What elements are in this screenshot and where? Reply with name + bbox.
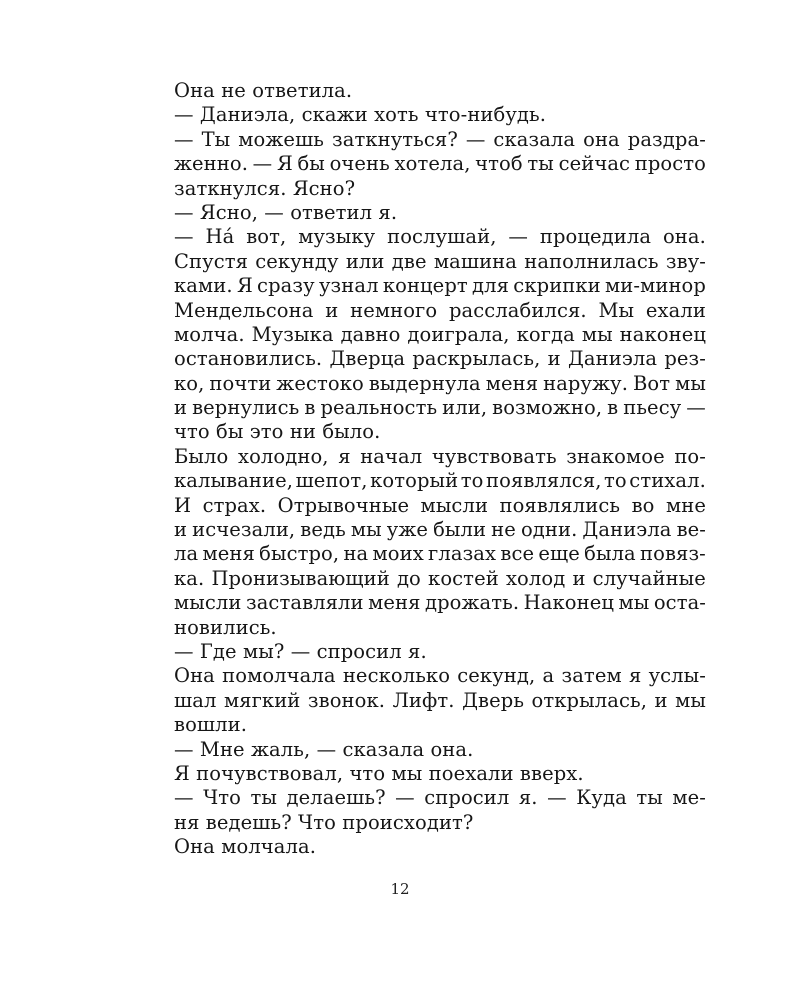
text-line: — На́ вот, музыку послушай, — процедила она. (174, 225, 706, 249)
text-line: мысли заставляли меня дрожать. Наконец мы оста- (174, 591, 706, 615)
text-line: новились. (174, 615, 277, 639)
page-body (174, 79, 706, 860)
text-line: Она помолчала несколько секунд, а затем я услы- (174, 664, 706, 688)
text-line: Я почувствовал, что мы поехали вверх. (174, 761, 584, 785)
text-line: вошли. (174, 713, 248, 737)
text-line: Она молчала. (174, 835, 317, 859)
text-line: калывание, шепот, который то появлялся, то стихал. (174, 469, 706, 493)
text-line: и исчезали, ведь мы уже были не одни. Даниэла ве- (174, 518, 706, 542)
text-line: Было холодно, я начал чувствовать знакомое по- (174, 444, 706, 468)
text-line: заткнулся. Ясно? (174, 176, 356, 200)
text-line: ня ведешь? Что происходит? (174, 810, 474, 834)
text-line: шал мягкий звонок. Лифт. Дверь открылась, и мы (174, 688, 706, 712)
text-line: ка. Пронизывающий до костей холод и случайные (174, 566, 706, 590)
text-line: Спустя секунду или две машина наполнилась зву- (174, 249, 706, 273)
text-line: И страх. Отрывочные мысли появлялись во мне (174, 493, 706, 517)
text-line: — Где мы? — спросил я. (174, 639, 427, 663)
text-line: — Что ты делаешь? — спросил я. — Куда ты ме- (174, 786, 706, 810)
text-line: — Мне жаль, — сказала она. (174, 737, 474, 761)
text-line: и вернулись в реальность или, возможно, в пьесу — (174, 396, 706, 420)
text-line: Мендельсона и немного расслабился. Мы ехали (174, 298, 706, 322)
text-line: — Даниэла, скажи хоть что-нибудь. (174, 103, 547, 127)
text-line: молча. Музыка давно доиграла, когда мы наконец (174, 322, 706, 346)
page-number: 12 (390, 880, 410, 898)
text-line: — Ясно, — ответил я. (174, 200, 398, 224)
text-line: женно. — Я бы очень хотела, чтоб ты сейчас просто (174, 152, 706, 176)
text-line: ками. Я сразу узнал концерт для скрипки ми-минор (174, 274, 706, 298)
text-line: Она не ответила. (174, 79, 353, 102)
text-line: ла меня быстро, на моих глазах все еще была повяз- (174, 542, 706, 566)
text-line: остановились. Дверца раскрылась, и Даниэла рез- (174, 347, 706, 371)
text-line: — Ты можешь заткнуться? — сказала она раздра- (174, 127, 706, 151)
text-line: ко, почти жестоко выдернула меня наружу. Вот мы (174, 371, 706, 395)
text-line: что бы это ни было. (174, 420, 381, 444)
